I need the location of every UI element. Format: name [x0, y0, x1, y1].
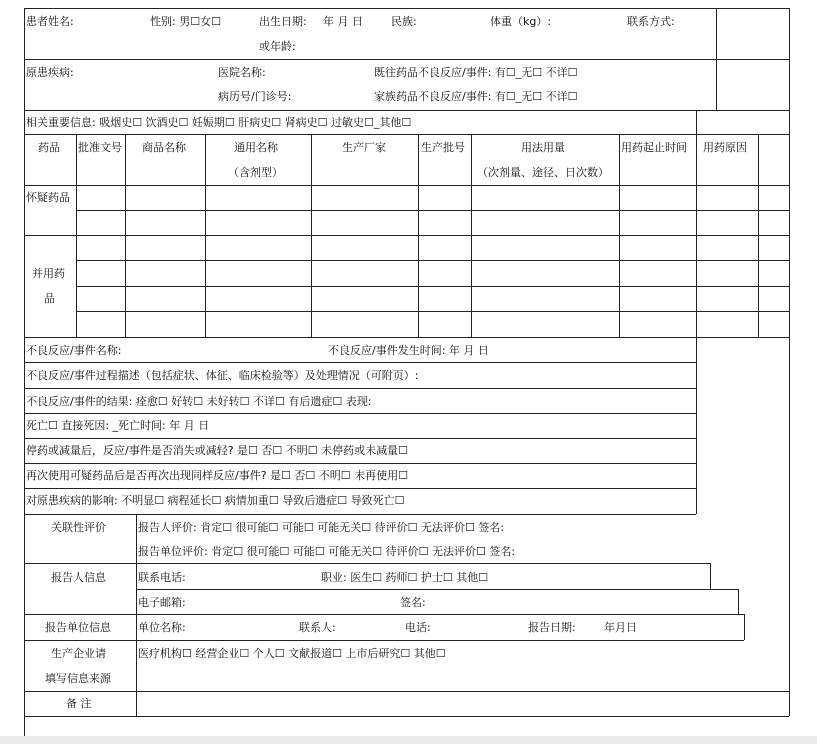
rule — [76, 260, 789, 261]
concomitant-drug-label: 并用药 — [32, 267, 65, 280]
rule — [24, 8, 25, 736]
reaction-name-label: 不良反应/事件名称: — [26, 344, 122, 357]
col-batch-number: 生产批号 — [421, 141, 465, 154]
rule — [696, 110, 697, 134]
rule — [24, 438, 696, 439]
rule — [24, 563, 710, 564]
col-reason: 用药原因 — [703, 141, 747, 154]
reaction-process-label: 不良反应/事件过程描述（包括症状、体征、临床检验等）及处理情况（可附页）: — [26, 369, 419, 382]
rule — [696, 337, 697, 514]
unit-info-label: 报告单位信息 — [45, 621, 111, 634]
rule — [696, 134, 697, 337]
rule — [789, 8, 790, 716]
occupation-checkboxes[interactable]: 职业: 医生☐ 药师☐ 护士☐ 其他☐ — [321, 571, 489, 584]
col-approval-number: 批准文号 — [78, 141, 122, 154]
col-usage: 用法用量 — [521, 141, 565, 154]
rule — [76, 134, 77, 337]
reporter-evaluation-checkboxes[interactable]: 报告人评价: 肯定☐ 很可能☐ 可能☐ 可能无关☐ 待评价☐ 无法评价☐ 签名: — [138, 521, 505, 534]
remarks-label: 备 注 — [66, 697, 92, 710]
unit-phone-label: 电话: — [405, 621, 431, 634]
window-bottom-strip — [0, 736, 817, 744]
rule — [418, 134, 419, 337]
col-generic-name: 通用名称 — [234, 141, 278, 154]
rule — [136, 514, 137, 716]
rule — [24, 110, 789, 111]
rule — [76, 210, 789, 211]
unit-name-label: 单位名称: — [138, 621, 186, 634]
birth-date-label: 出生日期: — [259, 15, 307, 28]
rule — [24, 514, 696, 515]
stop-drug-checkboxes[interactable]: 停药或减量后，反应/事件是否消失或减轻? 是☐ 否☐ 不明☐ 未停药或未减量☐ — [26, 444, 408, 457]
col-manufacturer: 生产厂家 — [342, 141, 386, 154]
rule — [125, 134, 126, 337]
rule — [471, 134, 472, 337]
col-period: 用药起止时间 — [621, 141, 687, 154]
age-label: 或年龄: — [259, 40, 296, 53]
rule — [24, 337, 789, 338]
rule — [205, 134, 206, 337]
rule — [24, 59, 789, 60]
rule — [136, 589, 738, 590]
rule — [76, 311, 789, 312]
impact-checkboxes[interactable]: 对原患疾病的影响: 不明显☐ 病程延长☐ 病情加重☐ 导致后遗症☐ 导致死亡☐ — [26, 494, 405, 507]
rule — [758, 134, 759, 337]
col-drug: 药品 — [38, 141, 60, 154]
rule — [738, 589, 739, 614]
source-label: 生产企业请 — [51, 647, 106, 660]
rule — [716, 8, 717, 59]
suspect-drug-label: 怀疑药品 — [26, 191, 70, 204]
unit-evaluation-checkboxes[interactable]: 报告单位评价: 肯定☐ 很可能☐ 可能☐ 可能无关☐ 待评价☐ 无法评价☐ 签名: — [138, 545, 516, 558]
rule — [24, 463, 696, 464]
rule — [24, 640, 744, 641]
unit-contact-label: 联系人: — [299, 621, 336, 634]
rule — [24, 362, 696, 363]
contact-label: 联系方式: — [627, 15, 675, 28]
patient-name-label: 患者姓名: — [26, 15, 74, 28]
sex-checkboxes[interactable]: 性别: 男☐女☐ — [150, 15, 221, 28]
record-number-label: 病历号/门诊号: — [218, 90, 292, 103]
hospital-name-label: 医院名称: — [218, 66, 266, 79]
rule — [619, 134, 620, 337]
rule — [24, 488, 696, 489]
death-checkbox[interactable]: 死亡☐ 直接死因: _死亡时间: 年 月 日 — [26, 419, 210, 432]
reuse-checkboxes[interactable]: 再次使用可疑药品后是否再次出现同样反应/事件? 是☐ 否☐ 不明☐ 未再使用☐ — [26, 469, 408, 482]
reaction-time-label: 不良反应/事件发生时间: 年 月 日 — [328, 344, 489, 357]
col-generic-name-sub: （含剂型） — [228, 166, 283, 179]
reporter-info-label: 报告人信息 — [51, 571, 106, 584]
rule — [24, 413, 696, 414]
birth-date-value[interactable]: 年 月 日 — [323, 15, 363, 28]
weight-label: 体重（kg）: — [490, 15, 552, 28]
col-trade-name: 商品名称 — [142, 141, 186, 154]
rule — [24, 388, 696, 389]
report-date-label: 报告日期: — [528, 621, 576, 634]
rule — [744, 614, 745, 640]
rule — [24, 716, 789, 717]
source-checkboxes[interactable]: 医疗机构☐ 经营企业☐ 个人☐ 文献报道☐ 上市后研究☐ 其他☐ — [138, 647, 446, 660]
past-adr-checkboxes[interactable]: 既往药品不良反应/事件: 有☐_无☐ 不详☐ — [374, 66, 578, 79]
ethnicity-label: 民族: — [391, 15, 417, 28]
rule — [24, 614, 744, 615]
rule — [24, 185, 789, 186]
rule — [311, 134, 312, 337]
rule — [710, 563, 711, 589]
rule — [24, 134, 789, 135]
reaction-outcome-checkboxes[interactable]: 不良反应/事件的结果: 痊愈☐ 好转☐ 未好转☐ 不详☐ 有后遗症☐ 表现: — [26, 395, 372, 408]
rule — [716, 59, 717, 110]
rule — [24, 8, 789, 9]
source-label-2: 填写信息来源 — [45, 672, 111, 685]
rule — [76, 286, 789, 287]
rule — [24, 235, 789, 236]
rule — [24, 691, 789, 692]
reporter-sign-label: 签名: — [400, 596, 426, 609]
evaluation-label: 关联性评价 — [51, 521, 106, 534]
col-usage-sub: （次剂量、途径、日次数） — [477, 166, 609, 179]
related-info-checkboxes[interactable]: 相关重要信息: 吸烟史☐ 饮酒史☐ 妊娠期☐ 肝病史☐ 肾病史☐ 过敏史☐_其他☐ — [26, 116, 412, 129]
original-disease-label: 原患疾病: — [26, 66, 74, 79]
concomitant-drug-label-2: 品 — [44, 292, 55, 305]
reporter-email-label: 电子邮箱: — [138, 596, 186, 609]
report-date-value: 年月日 — [604, 621, 637, 634]
family-adr-checkboxes[interactable]: 家族药品不良反应/事件: 有☐_无☐ 不详☐ — [374, 90, 578, 103]
reporter-phone-label: 联系电话: — [138, 571, 186, 584]
